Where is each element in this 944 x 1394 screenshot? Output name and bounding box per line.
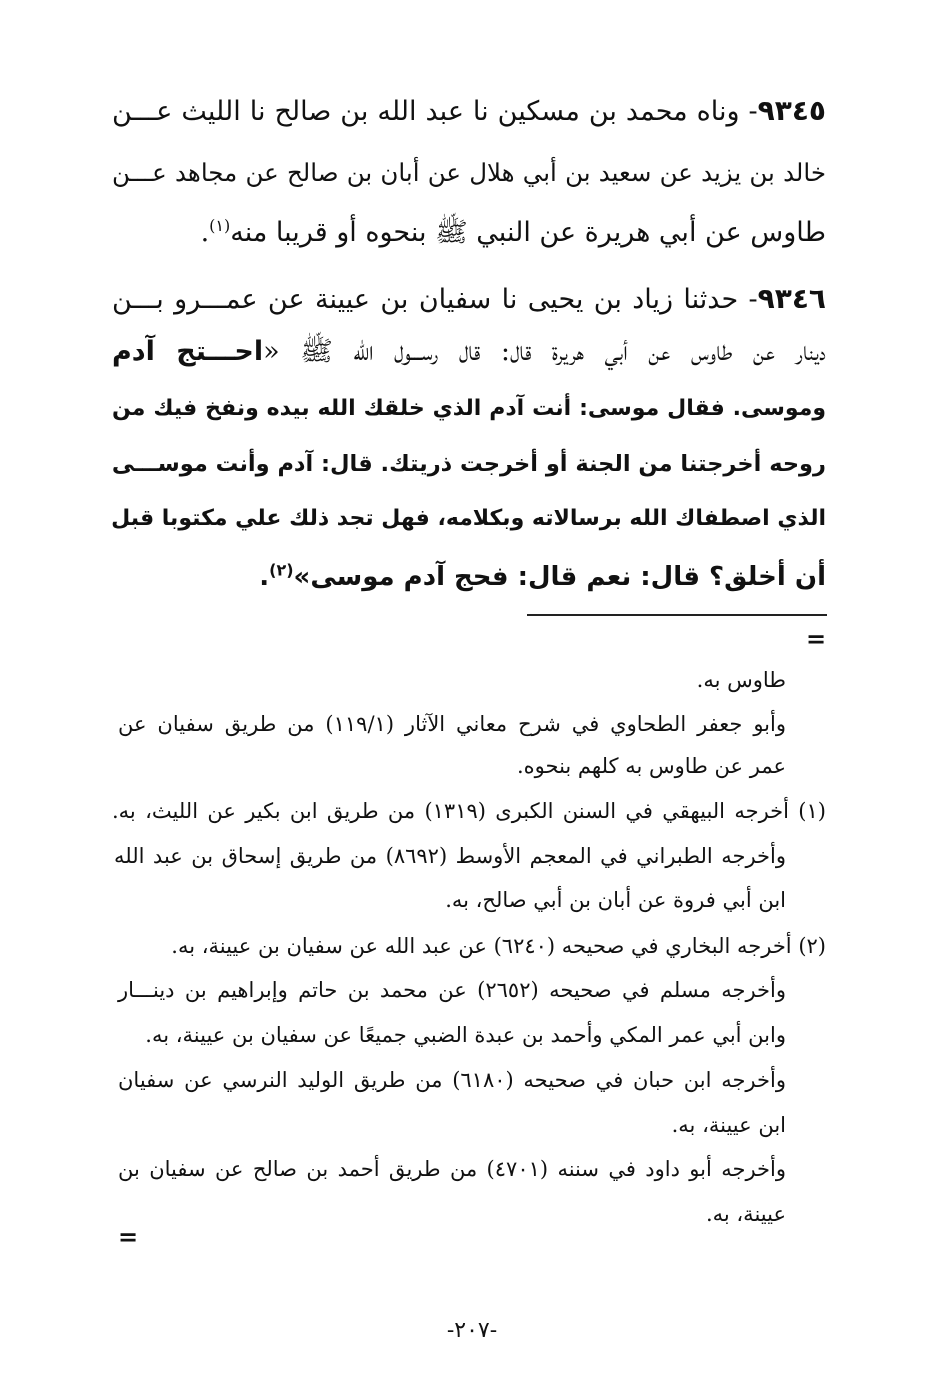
hadith-matn: احـــتج آدم xyxy=(112,336,264,367)
hadith-text: - حدثنا زياد بن يحيى نا سفيان بن عيينة عن عمـــرو بـــن xyxy=(112,284,758,315)
footnote-ref-2: (٢) xyxy=(269,560,294,580)
footnote-line: وأبو جعفر الطحاوي في شرح معاني الآثار (١١٩/١) من طريق سفيان عن xyxy=(118,712,786,736)
footnote-line: وأخرجه مسلم في صحيحه (٢٦٥٢) عن محمد بن حاتم وإبراهيم بن دينـــار xyxy=(118,978,786,1002)
continuation-mark-top: = xyxy=(806,625,827,653)
hadith-9345-line-2: خالد بن يزيد عن سعيد بن أبي هلال عن أبان بن صالح عن مجاهد عـــن xyxy=(112,158,826,187)
footnote-line: عيينة، به. xyxy=(705,1202,786,1226)
sentence-end: . xyxy=(200,217,210,248)
footnote-line: وابن أبي عمر المكي وأحمد بن عبدة الضبي جميعًا عن سفيان بن عيينة، به. xyxy=(145,1023,786,1047)
footnote-separator-rule xyxy=(527,614,827,616)
footnote-line: (٢) أخرجه البخاري في صحيحه (٦٢٤٠) عن عبد الله عن سفيان بن عيينة، به. xyxy=(171,934,826,958)
footnote-line: طاوس به. xyxy=(696,668,786,692)
footnote-line: وأخرجه الطبراني في المعجم الأوسط (٨٦٩٢) من طريق إسحاق بن عبد الله xyxy=(114,844,786,868)
hadith-9346-line-3: وموسى. فقال موسى: أنت آدم الذي خلقك الله بيده ونفخ فيك من xyxy=(112,396,826,421)
hadith-number: ٩٣٤٦ xyxy=(757,282,826,315)
hadith-9345-line-1 xyxy=(112,91,826,132)
page-number: -٢٠٧- xyxy=(446,1318,498,1343)
hadith-text: طاوس عن أبي هريرة عن النبي ﷺ بنحوه أو قريبا منه xyxy=(230,217,826,248)
hadith-9346-line-4: روحه أخرجتنا من الجنة أو أخرجت ذريتك. قال: آدم وأنت موســـى xyxy=(111,451,826,477)
footnote-line: ابن أبي فروة عن أبان بن أبي صالح، به. xyxy=(445,888,786,912)
hadith-9346-line-2 xyxy=(112,332,826,372)
sentence-end: . xyxy=(259,562,270,592)
footnote-ref-1: (١) xyxy=(209,216,231,235)
hadith-9346-line-5: الذي اصطفاك الله برسالاته وبكلامه، فهل تجد ذلك علي مكتوبا قبل xyxy=(111,506,826,531)
footnote-line: وأخرجه أبو داود في سننه (٤٧٠١) من طريق أحمد بن صالح عن سفيان بن xyxy=(118,1157,786,1181)
footnote-line: وأخرجه ابن حبان في صحيحه (٦١٨٠) من طريق الوليد النرسي عن سفيان xyxy=(118,1068,786,1092)
hadith-number: ٩٣٤٥ xyxy=(757,94,826,127)
hadith-9345-line-3 xyxy=(112,213,826,253)
footnote-line: (١) أخرجه البيهقي في السنن الكبرى (١٣١٩) من طريق ابن بكير عن الليث، به. xyxy=(112,799,826,823)
hadith-text: دينار عن طاوس عن أبي هريرة قال: قال رســـول الله ﷺ « xyxy=(263,336,826,367)
hadith-text: - وناه محمد بن مسكين نا عبد الله بن صالح نا الليث عـــن xyxy=(112,96,758,127)
continuation-mark-bottom: = xyxy=(118,1223,139,1251)
hadith-matn: أن أخلق؟ قال: نعم قال: فحج آدم موسى xyxy=(310,562,826,592)
hadith-9346-line-6 xyxy=(112,557,826,597)
footnote-line: عمر عن طاوس به كلهم بنحوه. xyxy=(516,754,786,778)
hadith-9346-line-1 xyxy=(112,279,826,320)
closing-quote: » xyxy=(293,562,311,592)
footnote-line: ابن عيينة، به. xyxy=(671,1113,786,1137)
